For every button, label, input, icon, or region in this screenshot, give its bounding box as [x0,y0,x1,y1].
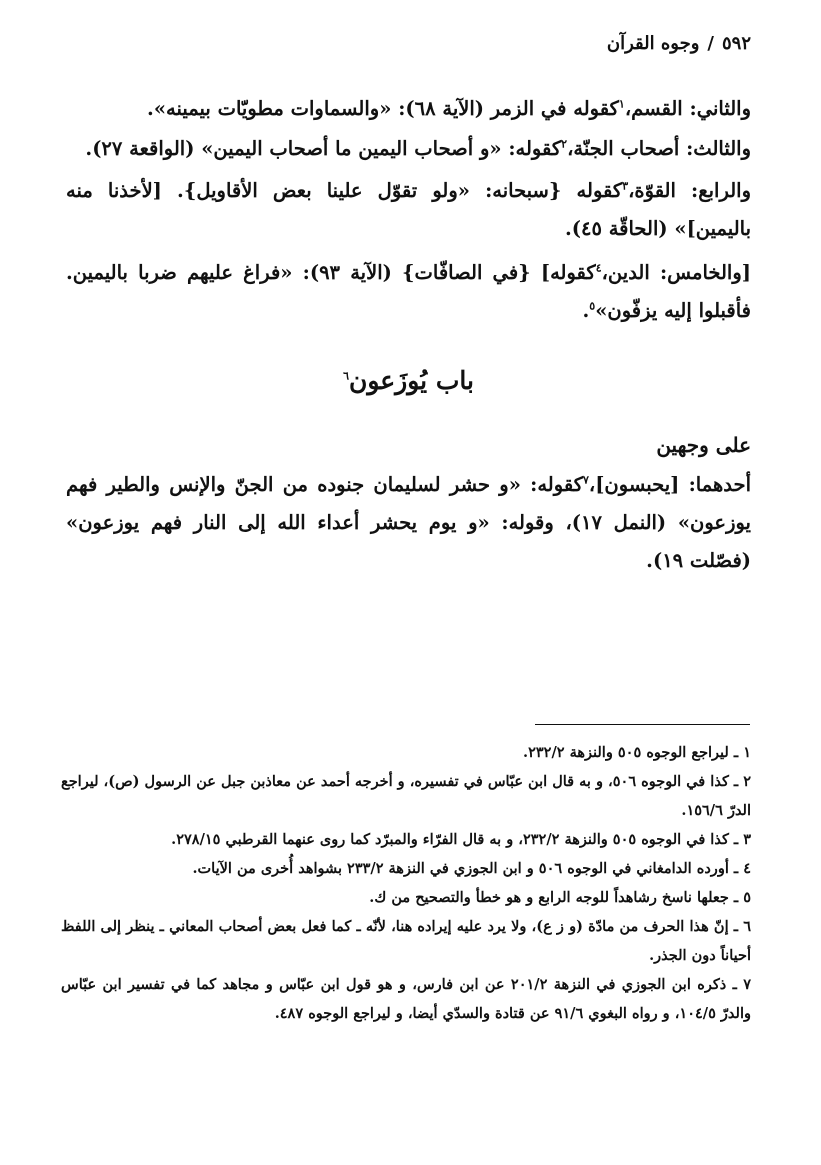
footnote: ٢ ـ كذا في الوجوه ٥٠٦، و به قال ابن عبّاس في تفسيره، و أخرجه أحمد عن معاذبن جبل عن الرسول (ص)، ليراجع الدرّ ١٥٦/٦. [61,773,751,819]
footnote: ٧ ـ ذكره ابن الجوزي في النزهة ٢٠١/٢ عن ابن فارس، و هو قول ابن عبّاس و مجاهد كما في تفسير ابن عبّاس والدرّ ١٠٤/٥، و رواه البغوي ٩١/٦ عن قتادة والسدّي أيضا، و ليراجع الوجوه ٤٨٧. [61,976,751,1022]
footnote: ٤ ـ أورده الدامغاني في الوجوه ٥٠٦ و ابن الجوزي في النزهة ٢٣٣/٢ بشواهد أُخرى من الآيات. [192,860,751,877]
footnote-ref: ٦ [343,369,349,383]
subheading: على وجهين [656,433,751,457]
chapter-title: باب يُوزَعون$^٦$ [343,366,474,395]
footnote-ref: ٧ [582,473,589,487]
footnote-ref: ١ [618,97,625,111]
book-title: وجوه القرآن [606,33,700,54]
meaning-paragraph: والثاني: القسم،$^١$كقوله في الزمر (الآية ٦٨): «والسماوات مطويّات بيمينه». [147,97,751,120]
footnote: ٥ ـ جعلها ناسخ رشاهداً للوجه الرابع و هو خطأ والتصحيح من ك. [369,889,751,906]
meaning-paragraph: [والخامس: الدين،$^٤$كقوله] {في الصافّات} (الآية ٩٣): «فراغ عليهم ضربا باليمين. فأقبلوا إليه يزفّون»$^٥$. [66,261,751,322]
footnote-ref: ٢ [561,137,568,151]
meaning-paragraph: أحدهما: [يحبسون]،$^٧$كقوله: «و حشر لسليمان جنوده من الجنّ والإنس والطير فهم يوزعون» (النمل ١٧)، وقوله: «و يوم يحشر أعداء الله إلى النار فهم يوزعون» (فصّلت ١٩). [66,473,751,572]
footnotes [61,738,751,1028]
footnote-ref: ٥ [589,299,596,313]
page-number: ٥٩٢ [721,33,751,54]
footnote: ٣ ـ كذا في الوجوه ٥٠٥ والنزهة ٢٣٢/٢، و به قال الفرّاء والمبرّد كما روى عنهما القرطبي ٢٧٨/١٥. [171,831,751,848]
main-text [66,92,751,586]
footnote-ref: ٤ [595,261,602,275]
running-header [607,33,751,54]
footnote-divider [535,724,750,725]
meaning-paragraph: والثالث: أصحاب الجنّة،$^٢$كقوله: «و أصحاب اليمين ما أصحاب اليمين» (الواقعة ٢٧). [85,137,751,160]
footnote-ref: ٣ [622,179,629,193]
header-separator: / [707,33,714,54]
meaning-paragraph: والرابع: القوّة،$^٣$كقوله {سبحانه: «ولو تقوّل علينا بعض الأقاويل}. [لأخذنا منه باليمين]» (الحاقّة ٤٥). [66,179,751,240]
footnote: ١ ـ ليراجع الوجوه ٥٠٥ والنزهة ٢٣٢/٢. [523,744,751,761]
footnote: ٦ ـ إنّ هذا الحرف من مادّة (و ز ع)، ولا يرد عليه إيراده هنا، لأنّه ـ كما فعل بعض أصحاب المعاني ـ ينظر إلى اللفظ أحياناً دون الجذر. [61,918,751,964]
